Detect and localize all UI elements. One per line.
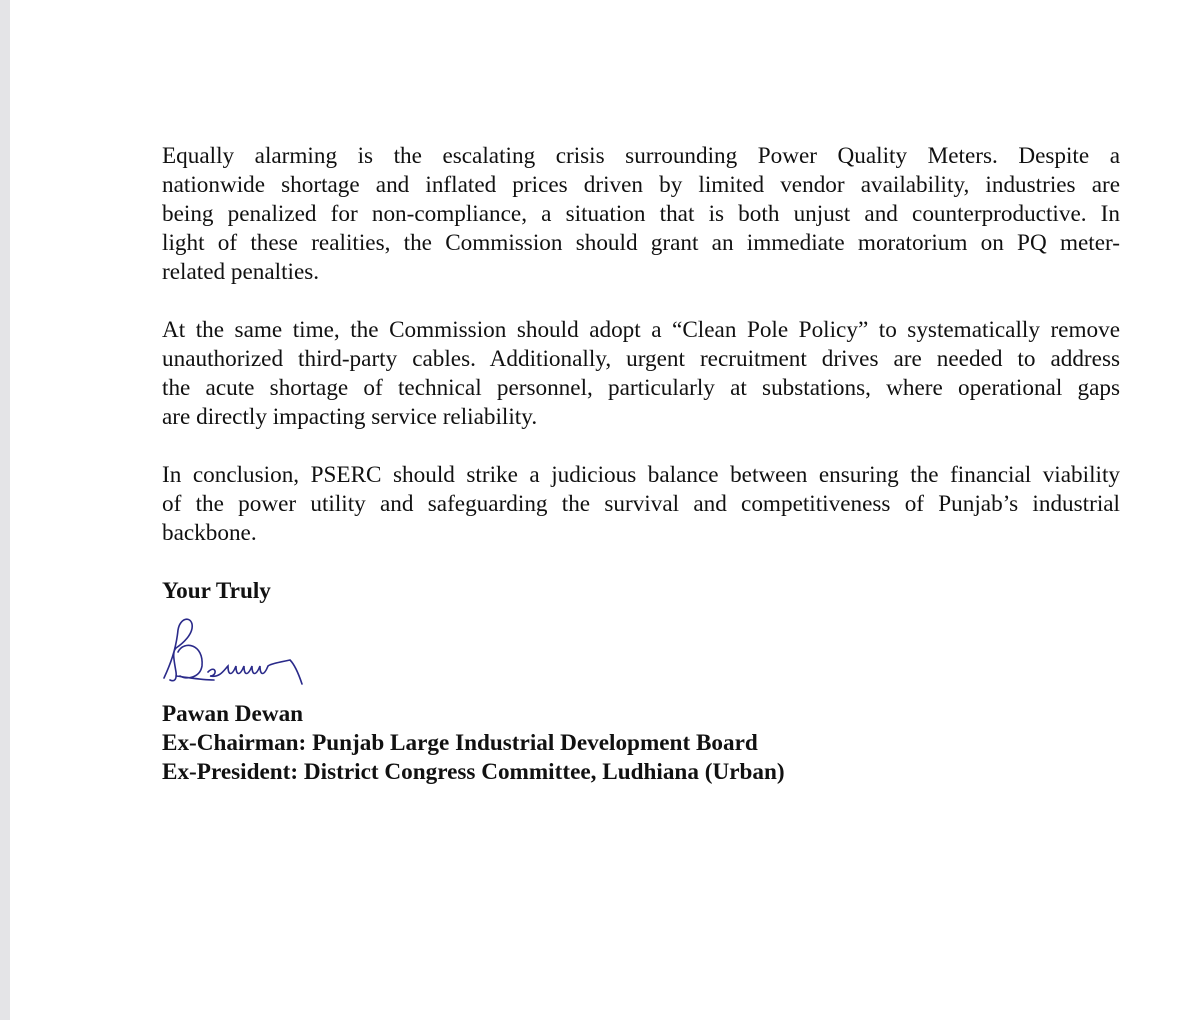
text-line: the acute shortage of technical personnel, particularly at substations, where operational gaps — [162, 375, 1120, 401]
text-line: At the same time, the Commission should adopt a “Clean Pole Policy” to systematically remove — [162, 317, 1120, 343]
letter-page — [162, 142, 1120, 787]
text-line: light of these realities, the Commission should grant an immediate moratorium on PQ meter- — [162, 230, 1120, 256]
paragraph-clean-pole — [162, 316, 1120, 432]
text-line: of the power utility and safeguarding the survival and competitiveness of Punjab’s industrial — [162, 491, 1120, 517]
text-line: are directly impacting service reliability. — [162, 404, 538, 430]
signatory-title-1: Ex-Chairman: Punjab Large Industrial Development Board — [162, 730, 758, 756]
text-line: related penalties. — [162, 259, 320, 285]
text-line: nationwide shortage and inflated prices driven by limited vendor availability, industries are — [162, 172, 1120, 198]
text-line: unauthorized third-party cables. Additionally, urgent recruitment drives are needed to address — [162, 346, 1120, 372]
signature — [162, 610, 362, 700]
signatory-name: Pawan Dewan — [162, 701, 304, 727]
text-line: In conclusion, PSERC should strike a judicious balance between ensuring the financial viability — [162, 462, 1120, 488]
paragraph-conclusion — [162, 461, 1120, 548]
text-line: Equally alarming is the escalating crisis surrounding Power Quality Meters. Despite a — [162, 143, 1120, 169]
text-line: backbone. — [162, 520, 257, 546]
paragraph-pq-meters — [162, 142, 1120, 287]
signatory-title-2: Ex-President: District Congress Committee, Ludhiana (Urban) — [162, 759, 785, 785]
page-edge — [0, 0, 10, 1020]
closing: Your Truly — [162, 578, 271, 604]
text-line: being penalized for non-compliance, a situation that is both unjust and counterproductive. In — [162, 201, 1120, 227]
